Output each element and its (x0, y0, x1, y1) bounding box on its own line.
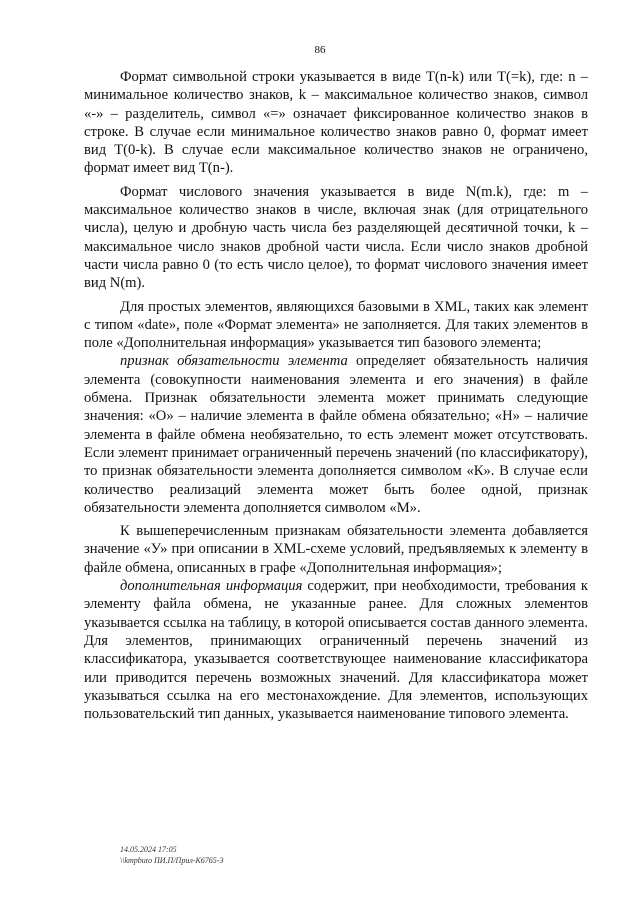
term-mandatory-flag: признак обязательности элемента (120, 353, 348, 370)
footer-doc-ref: \\kmpbuto ПИ.П/Прил-К6765-3 (120, 856, 224, 865)
footer-timestamp: 14.05.2024 17:05 (120, 845, 177, 854)
paragraph-string-format: Формат символьной строки указывается в виде T(n-k) или T(=k), где: n – минимальное количество знаков, k – максимальное количество знаков, символ «-» – разделитель, символ «=» означает фиксированное количество знаков в строке. В случае если минимальное количество знаков равно 0, формат имеет вид T(0-k). В случае если максимальное количество знаков не ограничено, формат имеет вид T(n-). (84, 69, 588, 177)
document-footer (120, 844, 223, 866)
paragraph-additional-info (84, 577, 588, 723)
page-number: 86 (314, 44, 326, 56)
mandatory-flag-text: определяет обязательность наличия элемента (совокупности наименования элемента и его значения) в файле обмена. Признак обязательности элемента может принимать следующие значения: «О» – наличие элемента в файле обмена обязательно; «Н» – наличие элемента в файле обмена необязательно, то есть элемент может отсутствовать. Если элемент принимает ограниченный перечень значений (по классификатору), то признак обязательности элемента дополняется символом «К». В случае если количество реализаций элемента может быть более одной, признак обязательности элемента дополняется символом «М». (84, 353, 588, 516)
paragraph-conditional-flag: К вышеперечисленным признакам обязательности элемента добавляется значение «У» при описании в XML-схеме условий, предъявляемых к элементу в файле обмена, описанных в графе «Дополнительная информация»; (84, 523, 588, 576)
additional-info-text: содержит, при необходимости, требования к элементу файла обмена, не указанные ранее. Для сложных элементов указывается ссылка на таблицу, в которой описывается состав данного элемента. Для элементов, принимающих ограниченный перечень значений из классификатора, указывается соответствующее наименование классификатора или приводится перечень возможных значений. Для классификатора может указываться ссылка на его местонахождение. Для элементов, использующих пользовательский тип данных, указывается наименование типового элемента. (84, 578, 589, 723)
term-additional-info: дополнительная информация (120, 578, 303, 595)
paragraph-simple-elements: Для простых элементов, являющихся базовыми в XML, таких как элемент с типом «date», поле «Формат элемента» не заполняется. Для таких элементов в поле «Дополнительная информация» указывается тип базового элемента; (84, 298, 588, 352)
paragraph-mandatory-flag (84, 352, 588, 517)
document-body (84, 68, 588, 728)
paragraph-number-format: Формат числового значения указывается в виде N(m.k), где: m – максимальное количество знаков в числе, включая знак (для отрицательного числа), целую и дробную часть числа без разделяющей десятичной точки, k – максимальное число знаков дробной части числа. Если число знаков дробной части числа равно 0 (то есть число целое), то формат числового значения имеет вид N(m). (84, 183, 588, 292)
